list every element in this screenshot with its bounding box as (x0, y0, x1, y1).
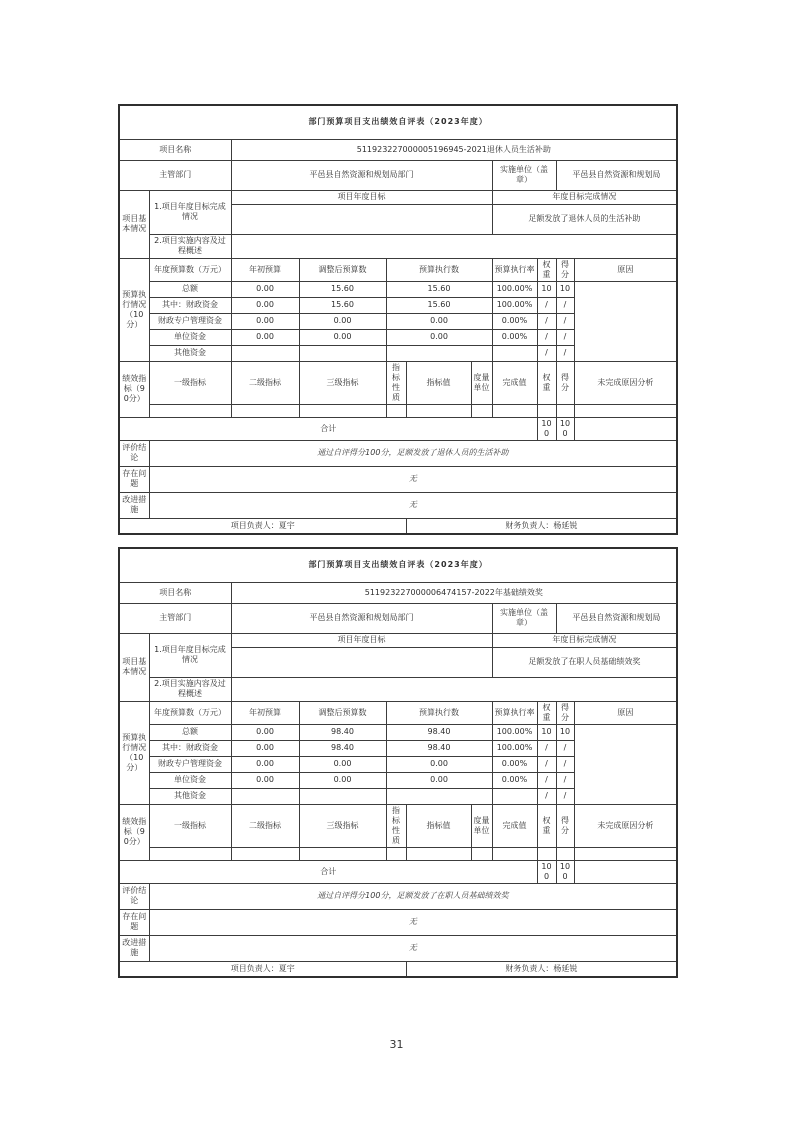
impl-unit-value: 平邑县自然资源和规划局 (556, 160, 677, 190)
budget-header: 年度预算数（万元） (149, 701, 231, 724)
impl-unit-value: 平邑县自然资源和规划局 (556, 603, 677, 633)
budget-row-name: 其中：财政资金 (149, 740, 231, 756)
budget-header: 权重 (537, 701, 556, 724)
budget-weight: / (537, 329, 556, 345)
total-weight: 100 (537, 417, 556, 440)
budget-score: / (556, 345, 574, 361)
dept-label: 主管部门 (119, 160, 231, 190)
self-evaluation-form (118, 104, 678, 535)
indicator-empty-cell (556, 404, 574, 417)
budget-rate (492, 345, 537, 361)
annual-goal-header: 项目年度目标 (231, 633, 492, 647)
improvements-value: 无 (149, 492, 677, 518)
indicator-header: 指标值 (406, 361, 471, 404)
budget-header: 得分 (556, 258, 574, 281)
budget-initial: 0.00 (231, 756, 299, 772)
project-name-value: 511923227000006474157-2022年基础绩效奖 (231, 582, 677, 603)
budget-header: 预算执行数 (386, 258, 492, 281)
budget-rate: 100.00% (492, 740, 537, 756)
budget-header: 年初预算 (231, 701, 299, 724)
budget-header: 预算执行数 (386, 701, 492, 724)
goal-row-label: 1.项目年度目标完成情况 (149, 190, 231, 234)
problems-label: 存在问题 (119, 909, 149, 935)
improvements-value: 无 (149, 935, 677, 961)
indicator-empty-cell (537, 847, 556, 860)
budget-adjusted: 15.60 (299, 297, 386, 313)
budget-initial: 0.00 (231, 313, 299, 329)
indicator-empty-cell (471, 404, 492, 417)
budget-rate (492, 788, 537, 804)
budget-row-name: 总额 (149, 724, 231, 740)
indicator-empty-cell (406, 404, 471, 417)
budget-weight: / (537, 297, 556, 313)
impl-desc-value (231, 234, 677, 258)
indicators-section-label: 绩效指标（90分） (119, 361, 149, 417)
budget-initial: 0.00 (231, 297, 299, 313)
budget-row-name: 财政专户管理资金 (149, 313, 231, 329)
indicator-header: 度量单位 (471, 361, 492, 404)
indicator-header: 完成值 (492, 804, 537, 847)
indicators-section-label: 绩效指标（90分） (119, 804, 149, 860)
budget-score: / (556, 297, 574, 313)
problems-value: 无 (149, 466, 677, 492)
dept-label: 主管部门 (119, 603, 231, 633)
budget-rate: 0.00% (492, 772, 537, 788)
indicator-header: 指标性质 (386, 804, 406, 847)
budget-weight: 10 (537, 724, 556, 740)
budget-rate: 0.00% (492, 329, 537, 345)
completion-value: 足额发放了退休人员的生活补助 (492, 204, 677, 234)
budget-row-name: 其他资金 (149, 345, 231, 361)
budget-initial (231, 345, 299, 361)
budget-executed (386, 345, 492, 361)
total-score: 100 (556, 860, 574, 883)
budget-reason (574, 724, 677, 804)
indicator-empty-cell (231, 404, 299, 417)
budget-executed: 0.00 (386, 772, 492, 788)
completion-header: 年度目标完成情况 (492, 190, 677, 204)
budget-score: / (556, 313, 574, 329)
indicator-empty-cell (406, 847, 471, 860)
budget-adjusted: 98.40 (299, 740, 386, 756)
budget-rate: 100.00% (492, 724, 537, 740)
basic-section-label: 项目基本情况 (119, 633, 149, 701)
indicator-header: 未完成原因分析 (574, 361, 677, 404)
budget-initial: 0.00 (231, 740, 299, 756)
budget-row-name: 其他资金 (149, 788, 231, 804)
improvements-label: 改进措施 (119, 935, 149, 961)
improvements-label: 改进措施 (119, 492, 149, 518)
total-score: 100 (556, 417, 574, 440)
indicator-header: 得分 (556, 804, 574, 847)
indicator-empty-row (119, 847, 677, 860)
project-name-label: 项目名称 (119, 582, 231, 603)
budget-row-name: 单位资金 (149, 329, 231, 345)
indicator-empty-cell (537, 404, 556, 417)
form-2 (118, 547, 678, 978)
budget-weight: / (537, 345, 556, 361)
project-manager: 项目负责人：夏宇 (119, 961, 406, 977)
budget-row-name: 单位资金 (149, 772, 231, 788)
budget-adjusted: 0.00 (299, 313, 386, 329)
indicator-header: 指标值 (406, 804, 471, 847)
budget-executed: 0.00 (386, 756, 492, 772)
total-reason-cell (574, 417, 677, 440)
budget-header: 预算执行率 (492, 701, 537, 724)
budget-header: 原因 (574, 701, 677, 724)
budget-adjusted: 15.60 (299, 281, 386, 297)
budget-weight: 10 (537, 281, 556, 297)
budget-rate: 100.00% (492, 281, 537, 297)
indicator-empty-cell (471, 847, 492, 860)
dept-value: 平邑县自然资源和规划局部门 (231, 603, 492, 633)
budget-rate: 0.00% (492, 756, 537, 772)
budget-executed (386, 788, 492, 804)
page-number: 31 (389, 1038, 404, 1051)
indicator-header: 三级指标 (299, 361, 386, 404)
impl-unit-label: 实施单位（盖章） (492, 160, 556, 190)
indicator-empty-cell (299, 847, 386, 860)
budget-initial: 0.00 (231, 724, 299, 740)
budget-header: 预算执行率 (492, 258, 537, 281)
project-name-value: 511923227000005196945-2021退休人员生活补助 (231, 139, 677, 160)
impl-desc-label: 2.项目实施内容及过程概述 (149, 234, 231, 258)
budget-row-name: 总额 (149, 281, 231, 297)
budget-row (119, 281, 677, 297)
budget-row-name: 财政专户管理资金 (149, 756, 231, 772)
budget-initial (231, 788, 299, 804)
total-weight: 100 (537, 860, 556, 883)
indicator-empty-cell (231, 847, 299, 860)
indicator-header: 指标性质 (386, 361, 406, 404)
conclusion-value: 通过自评得分100分，足额发放了退休人员的生活补助 (149, 440, 677, 466)
budget-executed: 98.40 (386, 740, 492, 756)
budget-adjusted (299, 788, 386, 804)
total-label: 合计 (119, 860, 537, 883)
finance-manager: 财务负责人：杨延锐 (406, 518, 677, 534)
conclusion-value: 通过自评得分100分，足额发放了在职人员基础绩效奖 (149, 883, 677, 909)
budget-header: 得分 (556, 701, 574, 724)
indicator-header: 权重 (537, 361, 556, 404)
budget-weight: / (537, 772, 556, 788)
budget-weight: / (537, 788, 556, 804)
budget-section-label: 预算执行情况（10分） (119, 701, 149, 804)
budget-adjusted: 98.40 (299, 724, 386, 740)
conclusion-label: 评价结论 (119, 883, 149, 909)
self-evaluation-form (118, 547, 678, 978)
indicator-header: 权重 (537, 804, 556, 847)
indicator-header: 一级指标 (149, 361, 231, 404)
budget-row-name: 其中：财政资金 (149, 297, 231, 313)
indicator-header: 未完成原因分析 (574, 804, 677, 847)
form-title: 部门预算项目支出绩效自评表（2023年度） (119, 548, 677, 582)
budget-adjusted: 0.00 (299, 329, 386, 345)
dept-value: 平邑县自然资源和规划局部门 (231, 160, 492, 190)
annual-goal-value (231, 647, 492, 677)
budget-score: 10 (556, 724, 574, 740)
budget-initial: 0.00 (231, 772, 299, 788)
budget-header: 年初预算 (231, 258, 299, 281)
budget-section-label: 预算执行情况（10分） (119, 258, 149, 361)
indicator-empty-cell (299, 404, 386, 417)
conclusion-label: 评价结论 (119, 440, 149, 466)
budget-score: / (556, 788, 574, 804)
indicator-header: 度量单位 (471, 804, 492, 847)
impl-desc-value (231, 677, 677, 701)
indicator-empty-cell (492, 847, 537, 860)
indicator-empty-cell (386, 404, 406, 417)
finance-manager: 财务负责人：杨延锐 (406, 961, 677, 977)
budget-weight: / (537, 756, 556, 772)
budget-rate: 0.00% (492, 313, 537, 329)
indicator-empty-cell (492, 404, 537, 417)
impl-unit-label: 实施单位（盖章） (492, 603, 556, 633)
budget-header: 调整后预算数 (299, 701, 386, 724)
basic-section-label: 项目基本情况 (119, 190, 149, 258)
budget-executed: 98.40 (386, 724, 492, 740)
form-title: 部门预算项目支出绩效自评表（2023年度） (119, 105, 677, 139)
problems-label: 存在问题 (119, 466, 149, 492)
indicator-empty-row (119, 404, 677, 417)
indicator-header: 一级指标 (149, 804, 231, 847)
completion-header: 年度目标完成情况 (492, 633, 677, 647)
budget-executed: 15.60 (386, 281, 492, 297)
budget-score: / (556, 756, 574, 772)
budget-executed: 0.00 (386, 329, 492, 345)
goal-row-label: 1.项目年度目标完成情况 (149, 633, 231, 677)
indicator-empty-cell (386, 847, 406, 860)
total-reason-cell (574, 860, 677, 883)
form-1 (118, 104, 678, 535)
document-page (118, 104, 678, 990)
annual-goal-header: 项目年度目标 (231, 190, 492, 204)
budget-adjusted: 0.00 (299, 756, 386, 772)
indicator-empty-cell (149, 847, 231, 860)
completion-value: 足额发放了在职人员基础绩效奖 (492, 647, 677, 677)
budget-header: 原因 (574, 258, 677, 281)
indicator-header: 得分 (556, 361, 574, 404)
budget-score: / (556, 329, 574, 345)
indicator-header: 二级指标 (231, 804, 299, 847)
budget-row (119, 724, 677, 740)
budget-score: / (556, 740, 574, 756)
budget-score: 10 (556, 281, 574, 297)
indicator-header: 二级指标 (231, 361, 299, 404)
project-manager: 项目负责人：夏宇 (119, 518, 406, 534)
budget-header: 权重 (537, 258, 556, 281)
total-label: 合计 (119, 417, 537, 440)
budget-executed: 0.00 (386, 313, 492, 329)
indicator-empty-cell (556, 847, 574, 860)
budget-header: 调整后预算数 (299, 258, 386, 281)
annual-goal-value (231, 204, 492, 234)
budget-adjusted (299, 345, 386, 361)
project-name-label: 项目名称 (119, 139, 231, 160)
budget-header: 年度预算数（万元） (149, 258, 231, 281)
budget-initial: 0.00 (231, 281, 299, 297)
budget-rate: 100.00% (492, 297, 537, 313)
impl-desc-label: 2.项目实施内容及过程概述 (149, 677, 231, 701)
indicator-empty-cell (574, 404, 677, 417)
indicator-empty-cell (149, 404, 231, 417)
budget-adjusted: 0.00 (299, 772, 386, 788)
budget-initial: 0.00 (231, 329, 299, 345)
budget-reason (574, 281, 677, 361)
indicator-header: 完成值 (492, 361, 537, 404)
budget-score: / (556, 772, 574, 788)
budget-executed: 15.60 (386, 297, 492, 313)
budget-weight: / (537, 313, 556, 329)
indicator-empty-cell (574, 847, 677, 860)
indicator-header: 三级指标 (299, 804, 386, 847)
budget-weight: / (537, 740, 556, 756)
problems-value: 无 (149, 909, 677, 935)
